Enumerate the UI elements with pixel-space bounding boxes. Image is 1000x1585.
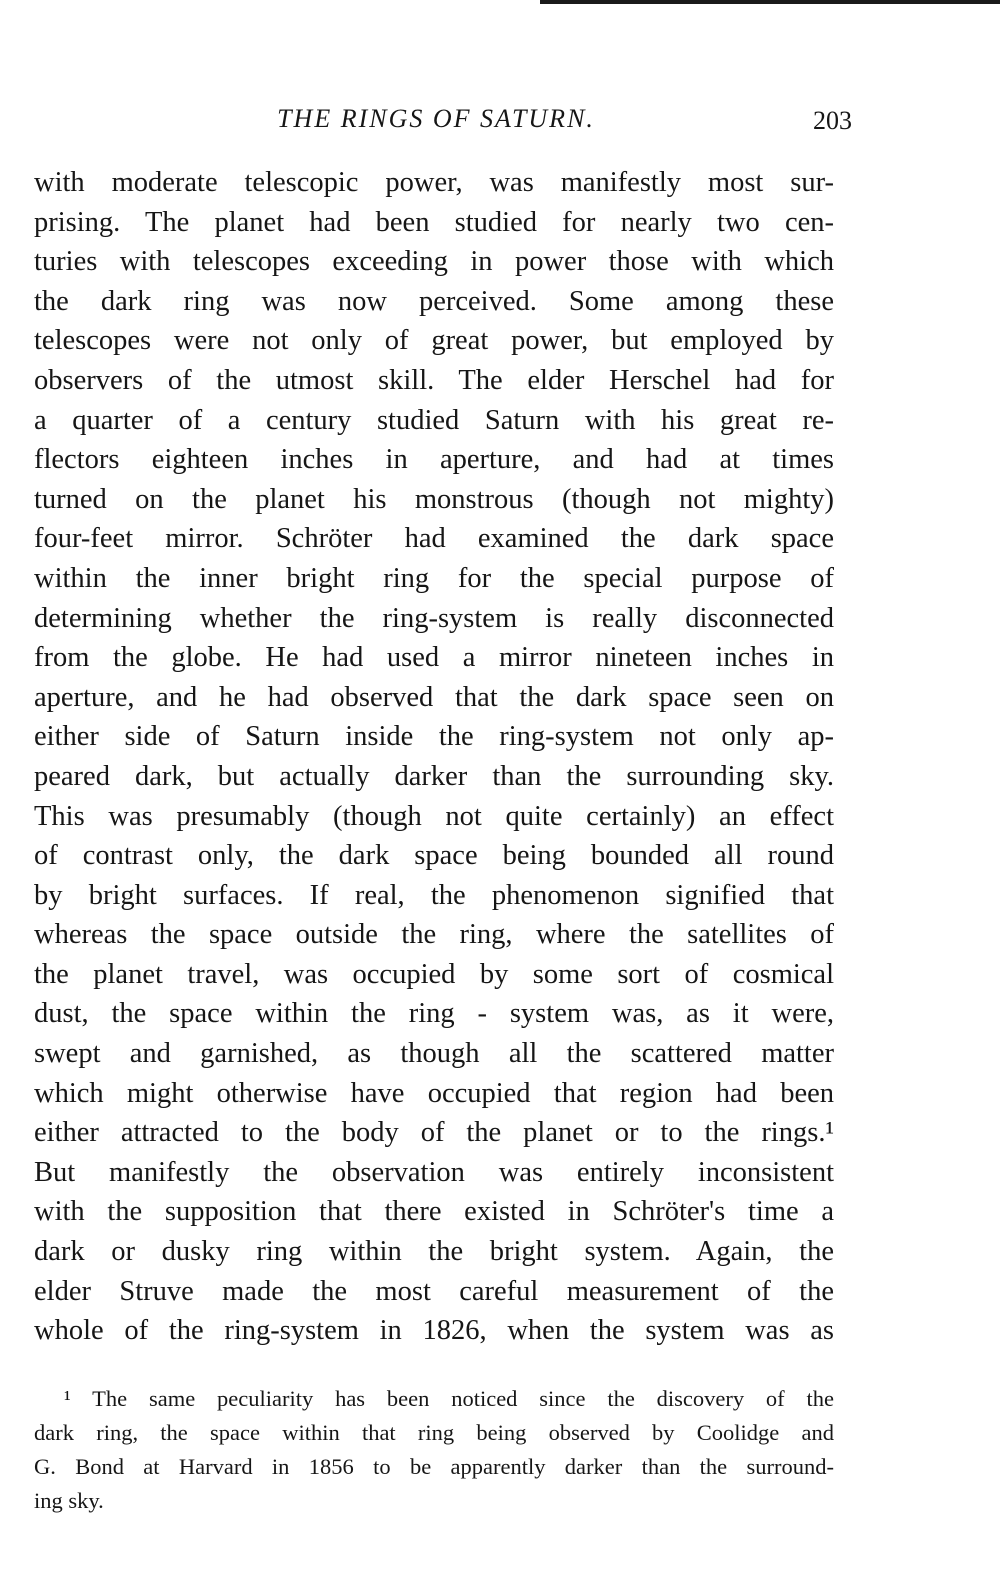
text-line: telescopes were not only of great power, but employed by bbox=[34, 325, 834, 357]
running-title: THE RINGS OF SATURN. bbox=[277, 104, 595, 133]
text-line: elder Struve made the most careful measurement of the bbox=[34, 1275, 834, 1307]
text-line: swept and garnished, as though all the scattered matter bbox=[34, 1038, 834, 1070]
footnote-line: ing sky. bbox=[34, 1488, 104, 1513]
text-line: aperture, and he had observed that the dark space seen on bbox=[34, 681, 834, 713]
text-line: the planet travel, was occupied by some sort of cosmical bbox=[34, 958, 834, 990]
text-line: four-feet mirror. Schröter had examined the dark space bbox=[34, 523, 834, 555]
text-line: This was presumably (though not quite certainly) an effect bbox=[34, 800, 834, 832]
text-line: of contrast only, the dark space being bounded all round bbox=[34, 840, 834, 872]
text-line: dark or dusky ring within the bright system. Again, the bbox=[34, 1236, 834, 1268]
text-line: by bright surfaces. If real, the phenomenon signified that bbox=[34, 879, 834, 911]
text-line: turies with telescopes exceeding in power those with which bbox=[34, 246, 834, 278]
page-number: 203 bbox=[813, 106, 852, 135]
page-header bbox=[34, 104, 852, 140]
text-line: whole of the ring-system in 1826, when the system was as bbox=[34, 1315, 834, 1347]
text-line: the dark ring was now perceived. Some among these bbox=[34, 285, 834, 317]
text-line: peared dark, but actually darker than the surrounding sky. bbox=[34, 760, 834, 792]
footnote-line: dark ring, the space within that ring being observed by Coolidge and bbox=[34, 1420, 834, 1445]
text-line: within the inner bright ring for the special purpose of bbox=[34, 562, 834, 594]
text-line: flectors eighteen inches in aperture, and had at times bbox=[34, 444, 834, 476]
text-line: observers of the utmost skill. The elder Herschel had for bbox=[34, 364, 834, 396]
text-line: from the globe. He had used a mirror nineteen inches in bbox=[34, 642, 834, 674]
text-line: whereas the space outside the ring, where the satellites of bbox=[34, 919, 834, 951]
text-line: prising. The planet had been studied for nearly two cen- bbox=[34, 206, 834, 238]
body-text bbox=[34, 163, 834, 1351]
footnote-line: ¹ The same peculiarity has been noticed since the discovery of the bbox=[64, 1386, 834, 1411]
text-line: turned on the planet his monstrous (though not mighty) bbox=[34, 483, 834, 515]
text-line: But manifestly the observation was entirely inconsistent bbox=[34, 1156, 834, 1188]
text-line: with the supposition that there existed in Schröter's time a bbox=[34, 1196, 834, 1228]
footnote bbox=[34, 1382, 834, 1518]
text-line: dust, the space within the ring - system was, as it were, bbox=[34, 998, 834, 1030]
text-line: either attracted to the body of the planet or to the rings.¹ bbox=[34, 1117, 834, 1149]
text-line: which might otherwise have occupied that region had been bbox=[34, 1077, 834, 1109]
page-edge-rule bbox=[540, 0, 1000, 4]
text-line: either side of Saturn inside the ring-system not only ap- bbox=[34, 721, 834, 753]
text-line: with moderate telescopic power, was manifestly most sur- bbox=[34, 167, 834, 198]
text-line: a quarter of a century studied Saturn with his great re- bbox=[34, 404, 834, 436]
text-line: determining whether the ring-system is really disconnected bbox=[34, 602, 834, 634]
footnote-line: G. Bond at Harvard in 1856 to be apparently darker than the surround- bbox=[34, 1454, 834, 1479]
